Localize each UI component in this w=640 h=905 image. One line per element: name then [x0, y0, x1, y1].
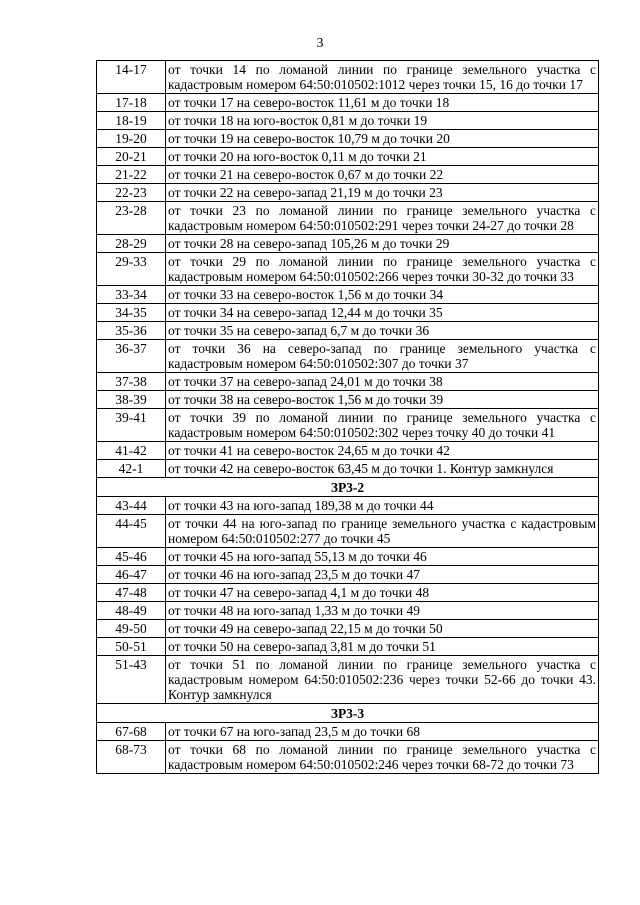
description-cell: от точки 42 на северо-восток 63,45 м до точки 1. Контур замкнулся	[166, 460, 599, 478]
table-row	[97, 602, 599, 620]
description-cell: от точки 43 на юго-запад 189,38 м до точки 44	[166, 497, 599, 515]
table-row	[97, 112, 599, 130]
description-cell: от точки 41 на северо-восток 24,65 м до точки 42	[166, 442, 599, 460]
description-cell: от точки 20 на юго-восток 0,11 м до точки 21	[166, 148, 599, 166]
table-row	[97, 548, 599, 566]
table-row	[97, 304, 599, 322]
table-row	[97, 620, 599, 638]
table-row	[97, 340, 599, 373]
description-cell: от точки 38 на северо-восток 1,56 м до точки 39	[166, 391, 599, 409]
description-cell: от точки 37 на северо-запад 24,01 м до точки 38	[166, 373, 599, 391]
segment-cell: 14-17	[97, 61, 166, 94]
table-row	[97, 235, 599, 253]
table-row	[97, 184, 599, 202]
segment-cell: 23-28	[97, 202, 166, 235]
table-row	[97, 584, 599, 602]
table-row	[97, 202, 599, 235]
table-row	[97, 130, 599, 148]
description-cell: от точки 48 на юго-запад 1,33 м до точки 49	[166, 602, 599, 620]
description-cell: от точки 22 на северо-запад 21,19 м до точки 23	[166, 184, 599, 202]
table-row	[97, 460, 599, 478]
segment-cell: 36-37	[97, 340, 166, 373]
segment-cell: 68-73	[97, 741, 166, 774]
table-row	[97, 497, 599, 515]
segment-cell: 35-36	[97, 322, 166, 340]
description-cell: от точки 45 на юго-запад 55,13 м до точки 46	[166, 548, 599, 566]
description-cell: от точки 36 на северо-запад по границе земельного участка с кадастровым номером 64:50:010502:307 до точки 37	[166, 340, 599, 373]
segment-cell: 39-41	[97, 409, 166, 442]
description-cell: от точки 21 на северо-восток 0,67 м до точки 22	[166, 166, 599, 184]
segment-cell: 42-1	[97, 460, 166, 478]
section-title: ЗР3-2	[97, 478, 599, 497]
description-cell: от точки 14 по ломаной линии по границе земельного участка с кадастровым номером 64:50:010502:1012 через точки 15, 16 до точки 17	[166, 61, 599, 94]
description-cell: от точки 50 на северо-запад 3,81 м до точки 51	[166, 638, 599, 656]
boundary-description-table	[96, 60, 599, 774]
description-cell: от точки 67 на юго-запад 23,5 м до точки 68	[166, 723, 599, 741]
table-row	[97, 515, 599, 548]
table-row	[97, 442, 599, 460]
description-cell: от точки 39 по ломаной линии по границе земельного участка с кадастровым номером 64:50:010502:302 через точку 40 до точки 41	[166, 409, 599, 442]
description-cell: от точки 35 на северо-запад 6,7 м до точки 36	[166, 322, 599, 340]
description-cell: от точки 19 на северо-восток 10,79 м до точки 20	[166, 130, 599, 148]
segment-cell: 46-47	[97, 566, 166, 584]
description-cell: от точки 46 на юго-запад 23,5 м до точки 47	[166, 566, 599, 584]
description-cell: от точки 33 на северо-восток 1,56 м до точки 34	[166, 286, 599, 304]
description-cell: от точки 29 по ломаной линии по границе земельного участка с кадастровым номером 64:50:010502:266 через точки 30-32 до точки 33	[166, 253, 599, 286]
description-cell: от точки 68 по ломаной линии по границе земельного участка с кадастровым номером 64:50:010502:246 через точки 68-72 до точки 73	[166, 741, 599, 774]
table-row	[97, 322, 599, 340]
table-row	[97, 391, 599, 409]
segment-cell: 22-23	[97, 184, 166, 202]
section-header-row	[97, 478, 599, 497]
segment-cell: 38-39	[97, 391, 166, 409]
segment-cell: 29-33	[97, 253, 166, 286]
segment-cell: 50-51	[97, 638, 166, 656]
section-title: ЗР3-3	[97, 704, 599, 723]
table-row	[97, 373, 599, 391]
page-number: 3	[316, 36, 324, 51]
table-row	[97, 409, 599, 442]
segment-cell: 37-38	[97, 373, 166, 391]
description-cell: от точки 23 по ломаной линии по границе земельного участка с кадастровым номером 64:50:010502:291 через точки 24-27 до точки 28	[166, 202, 599, 235]
table-row	[97, 253, 599, 286]
segment-cell: 44-45	[97, 515, 166, 548]
section-header-row	[97, 704, 599, 723]
table-row	[97, 723, 599, 741]
description-cell: от точки 17 на северо-восток 11,61 м до точки 18	[166, 94, 599, 112]
segment-cell: 43-44	[97, 497, 166, 515]
segment-cell: 21-22	[97, 166, 166, 184]
description-cell: от точки 44 на юго-запад по границе земельного участка с кадастровым номером 64:50:010502:277 до точки 45	[166, 515, 599, 548]
table-row	[97, 148, 599, 166]
segment-cell: 19-20	[97, 130, 166, 148]
description-cell: от точки 51 по ломаной линии по границе земельного участка с кадастровым номером 64:50:010502:236 через точки 52-66 до точки 43. Контур замкнулся	[166, 656, 599, 704]
description-cell: от точки 49 на северо-запад 22,15 м до точки 50	[166, 620, 599, 638]
segment-cell: 18-19	[97, 112, 166, 130]
table-row	[97, 741, 599, 774]
description-cell: от точки 34 на северо-запад 12,44 м до точки 35	[166, 304, 599, 322]
table-row	[97, 61, 599, 94]
table-row	[97, 286, 599, 304]
segment-cell: 34-35	[97, 304, 166, 322]
segment-cell: 33-34	[97, 286, 166, 304]
description-cell: от точки 28 на северо-запад 105,26 м до точки 29	[166, 235, 599, 253]
table-row	[97, 566, 599, 584]
segment-cell: 51-43	[97, 656, 166, 704]
segment-cell: 17-18	[97, 94, 166, 112]
segment-cell: 47-48	[97, 584, 166, 602]
table-body	[97, 61, 599, 774]
description-cell: от точки 18 на юго-восток 0,81 м до точки 19	[166, 112, 599, 130]
segment-cell: 45-46	[97, 548, 166, 566]
table-row	[97, 166, 599, 184]
segment-cell: 41-42	[97, 442, 166, 460]
segment-cell: 28-29	[97, 235, 166, 253]
segment-cell: 48-49	[97, 602, 166, 620]
table-row	[97, 638, 599, 656]
segment-cell: 49-50	[97, 620, 166, 638]
segment-cell: 20-21	[97, 148, 166, 166]
table-row	[97, 94, 599, 112]
table-row	[97, 656, 599, 704]
segment-cell: 67-68	[97, 723, 166, 741]
description-cell: от точки 47 на северо-запад 4,1 м до точки 48	[166, 584, 599, 602]
